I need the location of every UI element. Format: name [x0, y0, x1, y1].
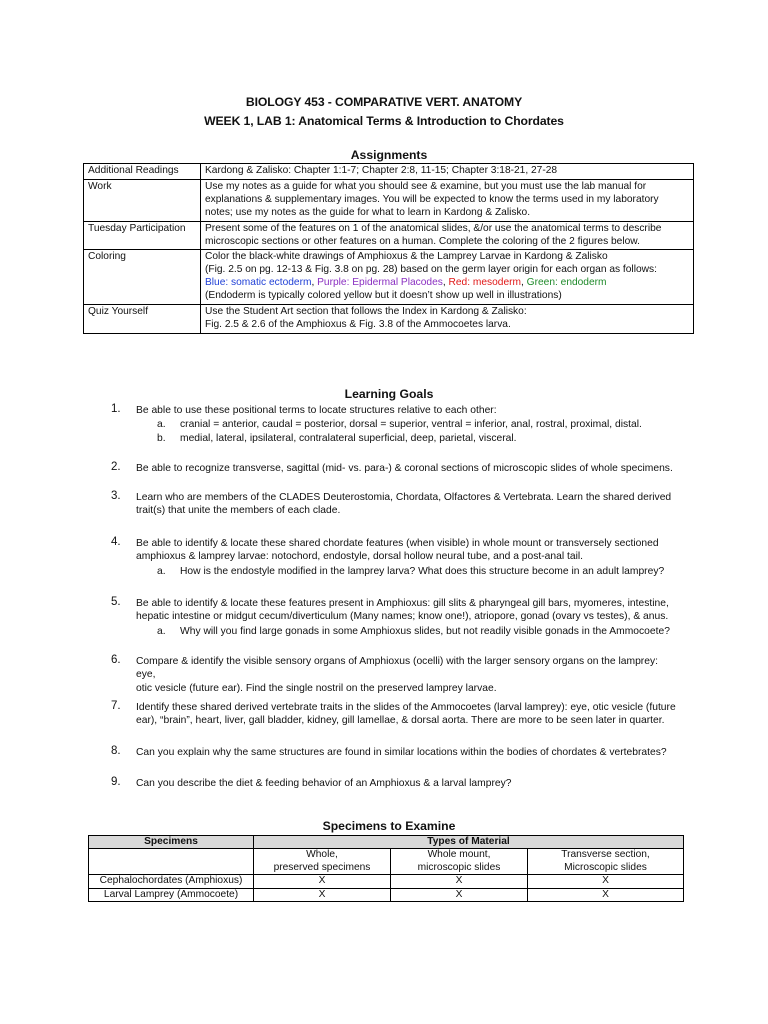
row-content: [201, 179, 694, 221]
row-label: Quiz Yourself: [84, 305, 201, 334]
table-row: [89, 875, 684, 888]
item-line: Learn who are members of the CLADES Deuterostomia, Chordata, Olfactores & Vertebrata. Learn the shared derived: [136, 492, 672, 503]
row-line: notes; use my notes as the guide for what to learn in Kardong & Zalisko.: [205, 206, 531, 218]
row-content: [201, 164, 694, 180]
item-text: [136, 537, 676, 564]
row-label: Tuesday Participation: [84, 221, 201, 250]
item-line: Compare & identify the visible sensory organs of Amphioxus (ocelli) with the larger sensory organs on the lamprey: eye,: [136, 656, 658, 681]
item-text: [136, 655, 676, 695]
color-green-text: Green: endoderm: [526, 277, 607, 289]
subheader-line: Whole,: [306, 849, 338, 861]
subheader-cell: [528, 849, 684, 875]
item-text: [136, 491, 676, 518]
row-content: [201, 305, 694, 334]
table-cell: X: [391, 875, 528, 888]
row-line: Color the black-white drawings of Amphioxus & the Lamprey Larvae in Kardong & Zalisko: [205, 251, 608, 263]
course-title: BIOLOGY 453 - COMPARATIVE VERT. ANATOMY: [245, 95, 523, 109]
item-line: hepatic intestine or midgut cecum/diverticulum (Many names; know one!), atriopore, gonad (ovary vs testes), & anus.: [136, 611, 669, 623]
row-line: Fig. 2.5 & 2.6 of the Amphioxus & Fig. 3.8 of the Ammocoetes larva.: [205, 318, 511, 330]
item-text: [136, 462, 676, 475]
item-line: Be able to identify & locate these features present in Amphioxus: gill slits & pharyngeal gill bars, myomeres, intestine,: [136, 598, 669, 609]
sub-letter: b.: [157, 433, 166, 444]
table-cell: X: [528, 875, 684, 888]
row-content: [201, 250, 694, 305]
sub-text: medial, lateral, ipsilateral, contralateral superficial, deep, parietal, visceral.: [180, 433, 517, 444]
table-row: [84, 305, 694, 334]
row-line: explanations & supplementary images. You will be expected to know the terms used in my laboratory: [205, 193, 659, 205]
row-line: Present some of the features on 1 of the anatomical slides, &/or use the anatomical terms to describe: [205, 222, 662, 234]
color-key-line: [205, 277, 688, 290]
item-text: [136, 777, 676, 790]
item-line: Can you describe the diet & feeding behavior of an Amphioxus & a larval lamprey?: [136, 778, 512, 789]
subheader-cell: [254, 849, 391, 875]
row-label: Work: [84, 179, 201, 221]
sub-text: How is the endostyle modified in the lamprey larva? What does this structure become in an adult lamprey?: [180, 566, 665, 577]
item-text: [136, 404, 676, 417]
item-number: 2.: [111, 461, 121, 473]
item-number: 3.: [111, 490, 121, 502]
specimen-name: Larval Lamprey (Ammocoete): [89, 888, 254, 901]
table-row: [84, 250, 694, 305]
subheader-line: Whole mount,: [427, 849, 491, 861]
item-text: [136, 597, 676, 624]
item-line: Be able to recognize transverse, sagittal (mid- vs. para-) & coronal sections of microscopic slides of whole specimens.: [136, 463, 673, 474]
table-cell: X: [254, 875, 391, 888]
item-line: amphioxus & lamprey larvae: notochord, endostyle, dorsal hollow neural tube, and a post-anal tail.: [136, 551, 584, 563]
subheader-line: Transverse section,: [561, 849, 650, 861]
item-line: ear), “brain”, heart, liver, gall bladder, kidney, gill lamellae, & dorsal aorta. There are more to be seen later in quarter.: [136, 715, 665, 727]
subheader-line: microscopic slides: [417, 861, 501, 873]
column-header-specimens: Specimens: [89, 836, 254, 849]
item-text: [136, 746, 676, 759]
item-line: otic vesicle (future ear). Find the single nostril on the preserved lamprey larvae.: [136, 682, 497, 694]
separator: ,: [521, 277, 527, 289]
separator: ,: [311, 277, 318, 289]
row-line: (Fig. 2.5 on pg. 12-13 & Fig. 3.8 on pg. 28) based on the germ layer origin for each organ as follows:: [205, 264, 657, 276]
item-line: Be able to use these positional terms to locate structures relative to each other:: [136, 405, 497, 416]
item-number: 9.: [111, 776, 121, 788]
sub-text: Why will you find large gonads in some Amphioxus slides, but not readily visible gonads in the Ammocoete?: [180, 626, 670, 637]
specimen-name: Cephalochordates (Amphioxus): [89, 875, 254, 888]
color-red-text: Red: mesoderm: [448, 277, 521, 289]
table-row: [84, 221, 694, 250]
table-header-row: [89, 836, 684, 849]
color-purple-text: Purple: Epidermal Placodes: [317, 277, 443, 289]
item-number: 1.: [111, 403, 121, 415]
row-note: (Endoderm is typically colored yellow but it doesn’t show up well in illustrations): [205, 290, 562, 302]
table-cell: X: [391, 888, 528, 901]
item-line: Be able to identify & locate these shared chordate features (when visible) in whole mount or transversely sectioned: [136, 538, 659, 549]
table-cell: X: [254, 888, 391, 901]
item-number: 5.: [111, 596, 121, 608]
row-label: Coloring: [84, 250, 201, 305]
row-content: [201, 221, 694, 250]
sub-letter: a.: [157, 566, 166, 577]
assignments-table: [83, 163, 694, 334]
item-number: 7.: [111, 700, 121, 712]
row-line: microscopic sections or other features on a human. Complete the coloring of the 2 figures below.: [205, 235, 640, 247]
row-line: Use the Student Art section that follows the Index in Kardong & Zalisko:: [205, 306, 527, 318]
subheader-cell: [391, 849, 528, 875]
sub-letter: a.: [157, 626, 166, 637]
item-number: 6.: [111, 654, 121, 666]
table-cell: X: [528, 888, 684, 901]
item-number: 4.: [111, 536, 121, 548]
learning-goals-heading: Learning Goals: [344, 387, 434, 401]
assignments-heading: Assignments: [350, 148, 428, 162]
item-line: Can you explain why the same structures are found in similar locations within the bodies of chordates & vertebrates?: [136, 747, 667, 758]
row-line: Use my notes as a guide for what you should see & examine, but you must use the lab manual for: [205, 180, 647, 192]
table-row: [89, 888, 684, 901]
row-label: Additional Readings: [84, 164, 201, 180]
specimens-table: [88, 835, 684, 902]
sub-text: cranial = anterior, caudal = posterior, dorsal = superior, ventral = inferior, anal, rostral, proximal, distal.: [180, 419, 642, 430]
color-blue-text: Blue: somatic ectoderm: [205, 277, 312, 289]
row-line: Kardong & Zalisko: Chapter 1:1-7; Chapter 2:8, 11-15; Chapter 3:18-21, 27-28: [205, 165, 558, 176]
table-subheader-row: [89, 849, 684, 875]
subheader-line: Microscopic slides: [564, 861, 647, 873]
table-row: [84, 164, 694, 180]
column-header-types: Types of Material: [254, 836, 684, 849]
empty-cell: [89, 849, 254, 875]
item-line: trait(s) that unite the members of each clade.: [136, 505, 341, 517]
subheader-line: preserved specimens: [273, 861, 371, 873]
separator: ,: [442, 277, 449, 289]
item-number: 8.: [111, 745, 121, 757]
item-line: Identify these shared derived vertebrate traits in the slides of the Ammocoetes (larval lamprey): eye, otic vesicle (future: [136, 702, 676, 713]
specimens-heading: Specimens to Examine: [322, 819, 456, 833]
lab-title: WEEK 1, LAB 1: Anatomical Terms & Introduction to Chordates: [204, 114, 564, 128]
item-text: [136, 701, 676, 728]
sub-letter: a.: [157, 419, 166, 430]
table-row: [84, 179, 694, 221]
